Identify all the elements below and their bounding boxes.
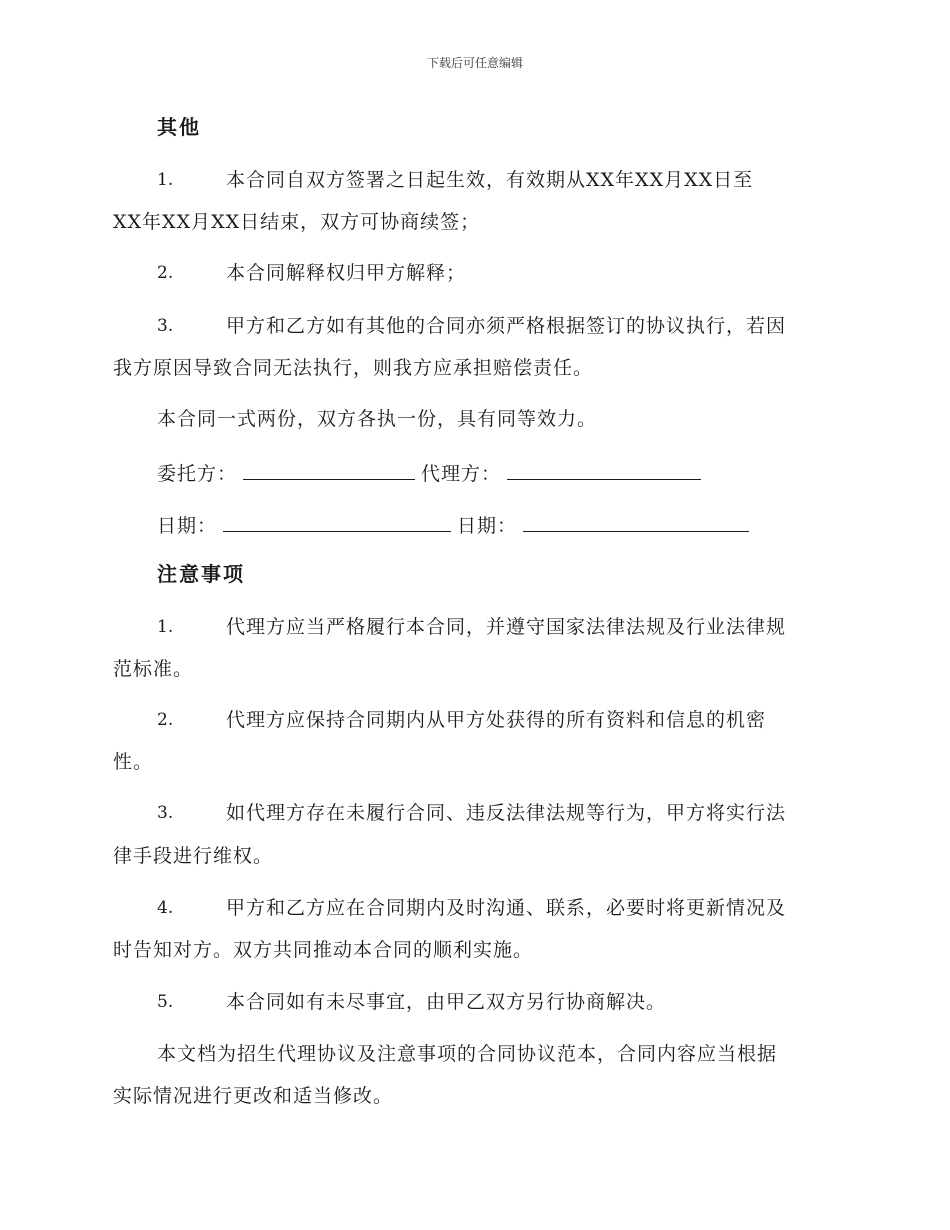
copies-statement: 本合同一式两份，双方各执一份，具有同等效力。 [157, 408, 598, 430]
item-number: 5. [157, 992, 174, 1012]
date-label: 日期： [457, 515, 518, 537]
date-label: 日期： [157, 515, 218, 537]
agent-signature-blank [507, 459, 701, 480]
item-number: 4. [157, 898, 174, 918]
section-title-other: 其他 [157, 115, 201, 139]
agent-label: 代理方： [421, 463, 502, 485]
client-signature-blank [243, 459, 415, 480]
item-number: 3. [157, 803, 174, 823]
item-text: 甲方和乙方如有其他的合同亦须严格根据签订的协议执行，若因 [226, 315, 787, 337]
item-text: 本合同自双方签署之日起生效，有效期从XX年XX月XX日至 [226, 169, 754, 191]
item-text: 本合同如有未尽事宜，由甲乙双方另行协商解决。 [226, 991, 667, 1013]
item-text-continued: 性。 [113, 751, 154, 773]
client-label: 委托方： [157, 463, 238, 485]
item-text: 如代理方存在未履行合同、违反法律法规等行为，甲方将实行法 [226, 802, 787, 824]
item-text-continued: 时告知对方。双方共同推动本合同的顺利实施。 [113, 939, 534, 961]
item-number: 2. [157, 710, 174, 730]
date-blank [523, 511, 749, 532]
item-text-continued: 范标准。 [113, 658, 194, 680]
date-blank [223, 511, 451, 532]
item-text-continued: 律手段进行维权。 [113, 845, 274, 867]
page-header: 下载后可任意编辑 [426, 56, 523, 70]
closing-note: 本文档为招生代理协议及注意事项的合同协议范本，合同内容应当根据 [157, 1043, 778, 1065]
item-number: 2. [157, 263, 174, 283]
signature-row-dates [157, 511, 755, 538]
section-title-notes: 注意事项 [157, 562, 245, 586]
item-text-continued: 我方原因导致合同无法执行，则我方应承担赔偿责任。 [113, 357, 594, 379]
item-number: 1. [157, 170, 174, 190]
closing-note-continued: 实际情况进行更改和适当修改。 [113, 1085, 394, 1107]
item-number: 1. [157, 617, 174, 637]
item-text: 代理方应保持合同期内从甲方处获得的所有资料和信息的机密 [226, 709, 767, 731]
item-text: 甲方和乙方应在合同期内及时沟通、联系，必要时将更新情况及 [226, 897, 787, 919]
item-text: 代理方应当严格履行本合同，并遵守国家法律法规及行业法律规 [226, 616, 787, 638]
item-text-continued: XX年XX月XX日结束，双方可协商续签； [113, 211, 481, 233]
item-number: 3. [157, 316, 174, 336]
signature-row-parties [157, 459, 707, 486]
item-text: 本合同解释权归甲方解释； [226, 262, 467, 284]
